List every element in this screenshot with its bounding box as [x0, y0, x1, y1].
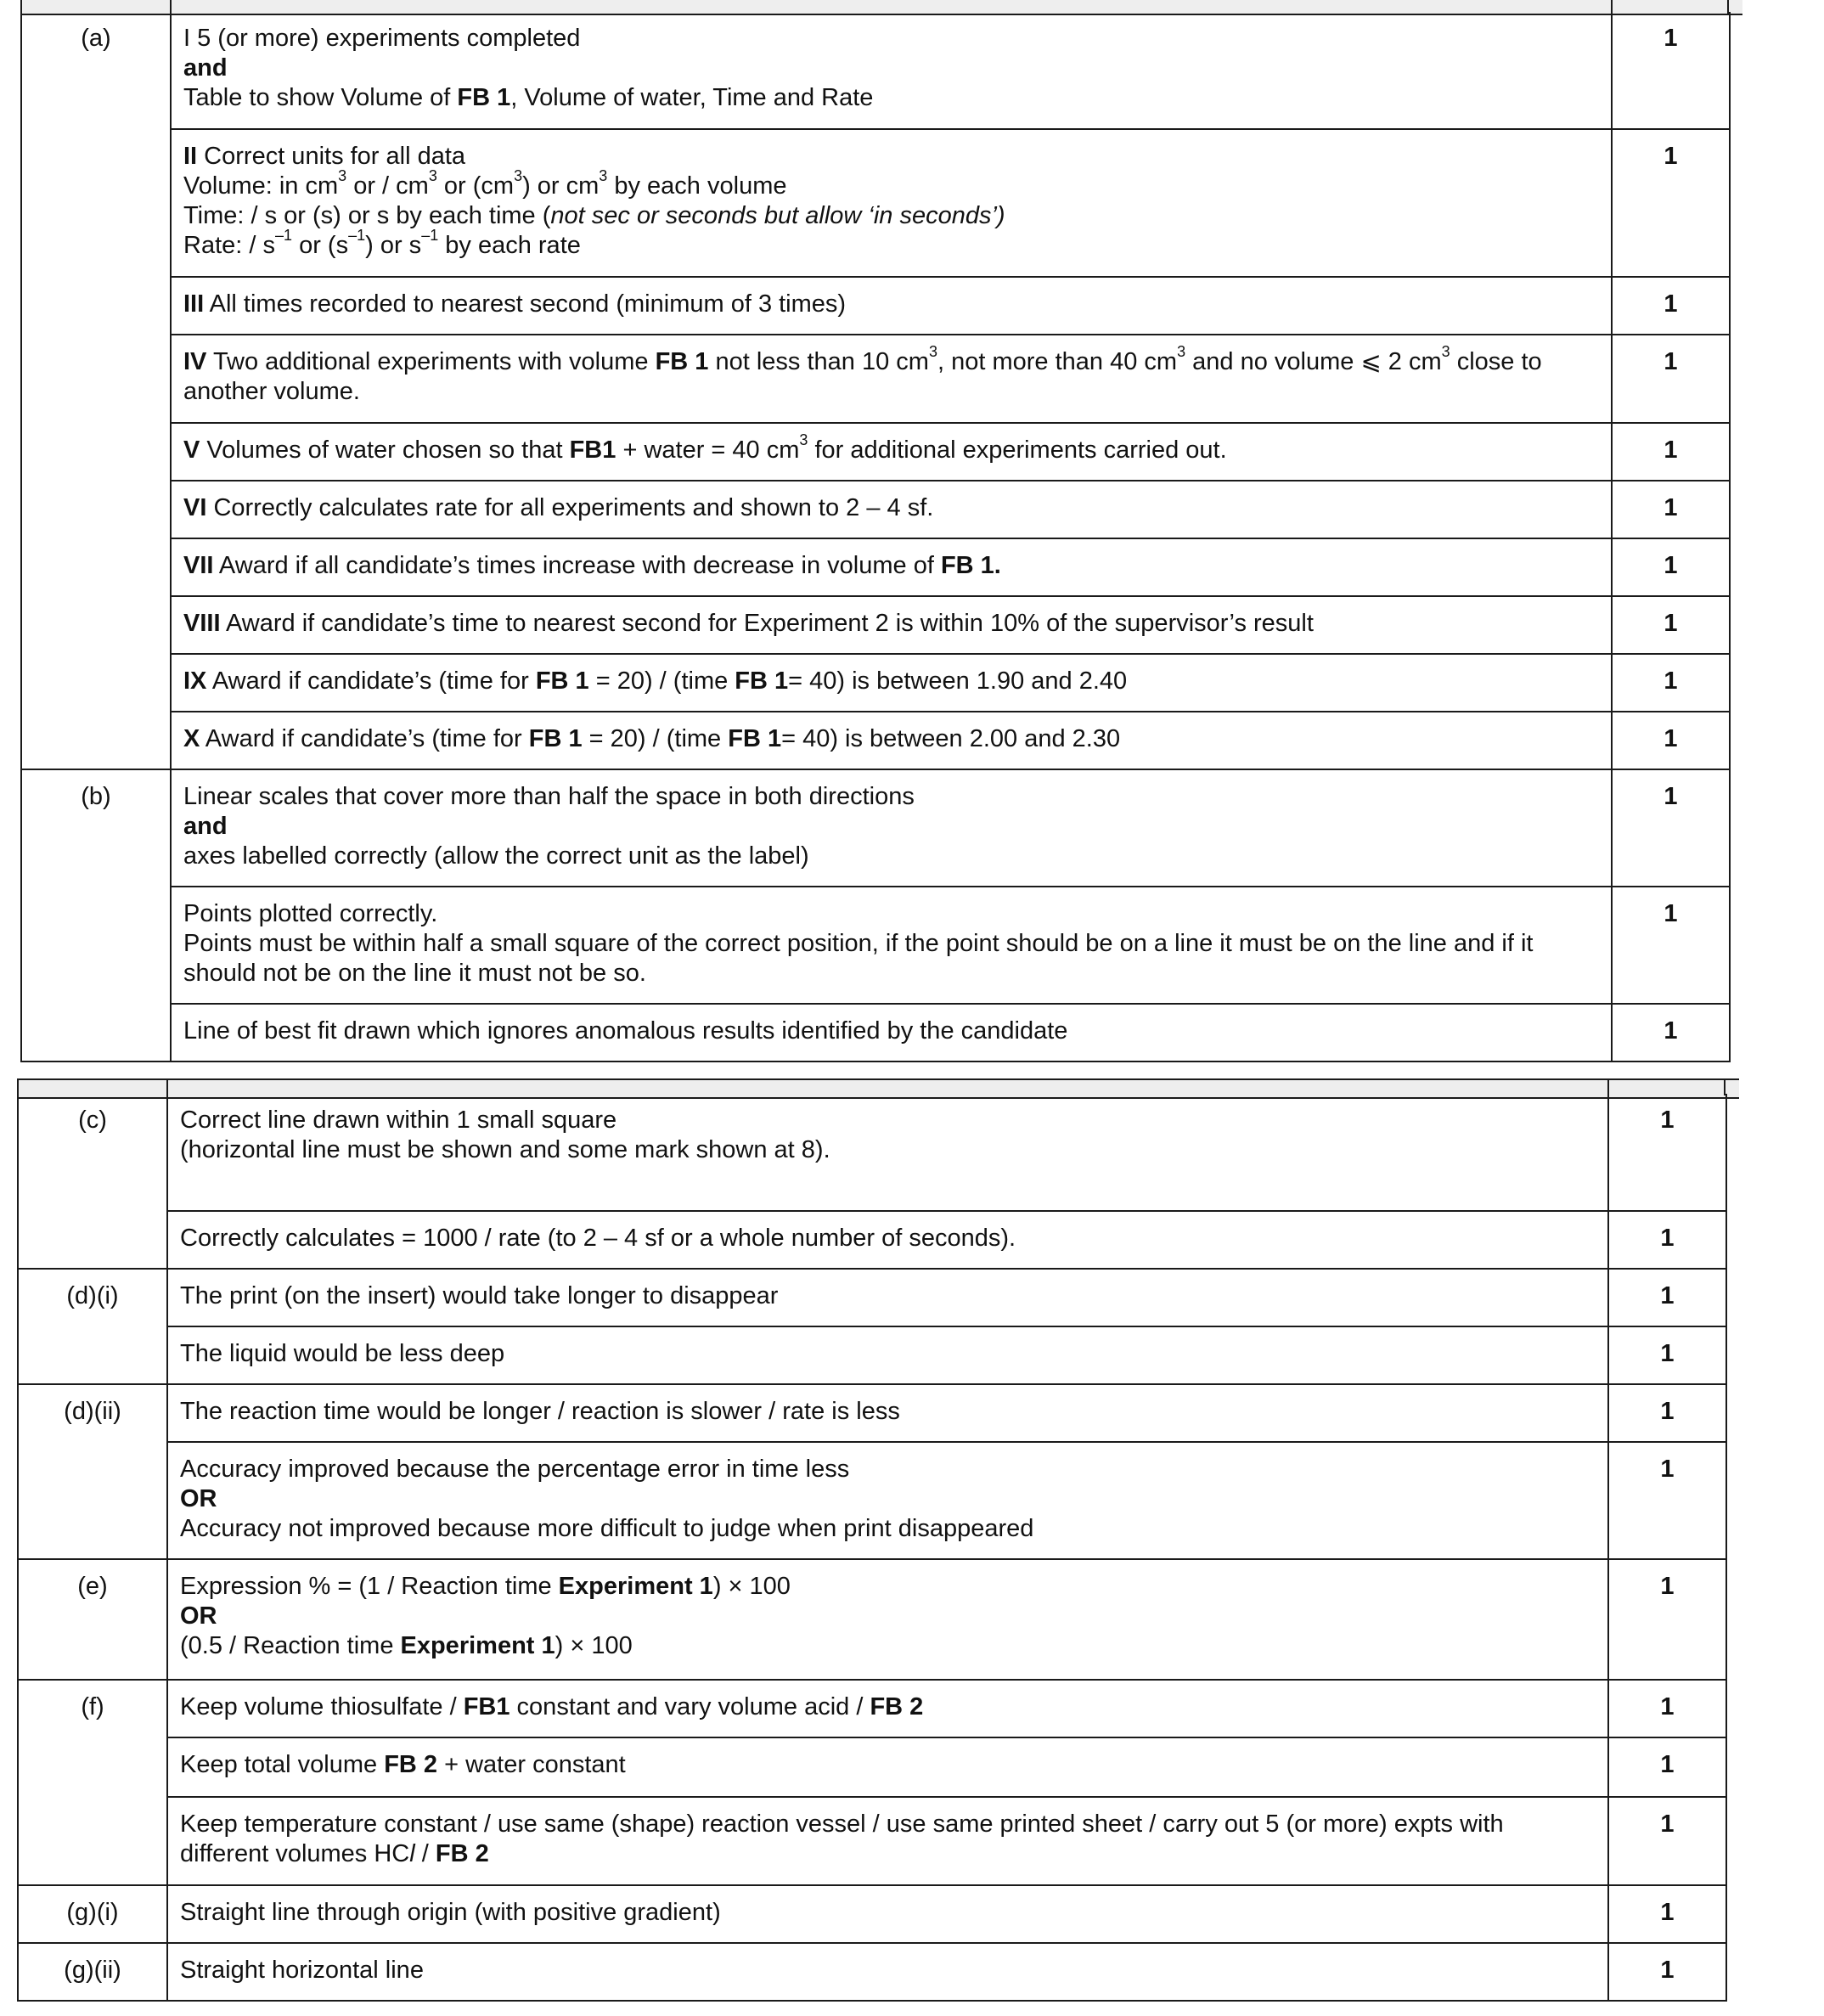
mark-row — [21, 12, 1730, 129]
marks-value: 1 — [1608, 1442, 1726, 1559]
question-number: (g)(i) — [18, 1885, 167, 1943]
marks-value: 1 — [1612, 335, 1730, 423]
mark-row — [21, 654, 1730, 712]
mark-row — [21, 538, 1730, 596]
marks-value: 1 — [1612, 654, 1730, 712]
mark-row — [18, 1559, 1726, 1680]
mark-row — [21, 129, 1730, 277]
marks-value: 1 — [1608, 1797, 1726, 1885]
answer-text: VIII Award if candidate’s time to nearest second for Experiment 2 is within 10% of the supervisor’s result — [171, 596, 1612, 654]
answer-text: The reaction time would be longer / reaction is slower / rate is less — [167, 1384, 1608, 1442]
marks-value: 1 — [1608, 1094, 1726, 1211]
mark-row — [18, 1326, 1726, 1384]
marks-value: 1 — [1608, 1737, 1726, 1797]
marks-value: 1 — [1608, 1559, 1726, 1680]
answer-text: Accuracy improved because the percentage error in time less OR Accuracy not improved because more difficult to judge when print disappeared — [167, 1442, 1608, 1559]
mark-scheme-table-1 — [20, 12, 1731, 1062]
marks-value: 1 — [1608, 1326, 1726, 1384]
marks-value: 1 — [1608, 1384, 1726, 1442]
question-number: (d)(ii) — [18, 1384, 167, 1559]
question-number: (b) — [21, 769, 171, 1061]
answer-text: The print (on the insert) would take longer to disappear — [167, 1269, 1608, 1326]
marks-value: 1 — [1612, 712, 1730, 769]
answer-text: Keep temperature constant / use same (shape) reaction vessel / use same printed sheet / carry out 5 (or more) expts with different volumes HCl / FB 2 — [167, 1797, 1608, 1885]
marks-value: 1 — [1612, 887, 1730, 1004]
question-number: (f) — [18, 1680, 167, 1885]
mark-row — [18, 1211, 1726, 1269]
marks-value: 1 — [1612, 423, 1730, 481]
answer-text: Straight horizontal line — [167, 1943, 1608, 2001]
mark-row — [21, 712, 1730, 769]
marks-value: 1 — [1608, 1269, 1726, 1326]
mark-row — [18, 1737, 1726, 1797]
answer-text: VI Correctly calculates rate for all experiments and shown to 2 – 4 sf. — [171, 481, 1612, 538]
mark-row — [18, 1943, 1726, 2001]
answer-text: V Volumes of water chosen so that FB1 + water = 40 $cm^3$ for additional experiments carried out. — [171, 423, 1612, 481]
marks-value: 1 — [1608, 1211, 1726, 1269]
mark-row — [21, 423, 1730, 481]
marks-value: 1 — [1612, 538, 1730, 596]
marks-value: 1 — [1612, 277, 1730, 335]
answer-text: II Correct units for all data Volume: in $cm^3$ or / $cm^3$ or $(cm^3)$ or $cm^3$ by each volume Time: / s or (s) or s by each time (not sec or seconds but allow ‘in seconds’) Rate: / $s^{-1}$ or $(s^{-1})$ or $s^{-1}$ by each rate — [171, 129, 1612, 277]
mark-row — [21, 277, 1730, 335]
mark-row — [21, 596, 1730, 654]
marks-value: 1 — [1612, 129, 1730, 277]
answer-text: Points plotted correctly. Points must be within half a small square of the correct position, if the point should be on a line it must be on the line and if it should not be on the line it must not be so. — [171, 887, 1612, 1004]
mark-row — [21, 887, 1730, 1004]
mark-row — [21, 335, 1730, 423]
answer-text: Keep total volume FB 2 + water constant — [167, 1737, 1608, 1797]
answer-text: X Award if candidate’s (time for FB 1 = 20) / (time FB 1= 40) is between 2.00 and 2.30 — [171, 712, 1612, 769]
question-number: (e) — [18, 1559, 167, 1680]
marks-value: 1 — [1608, 1885, 1726, 1943]
question-number: (d)(i) — [18, 1269, 167, 1384]
mark-row — [21, 769, 1730, 887]
mark-row — [18, 1269, 1726, 1326]
answer-text: IV Two additional experiments with volume FB 1 not less than 10 $cm^3$, not more than 40 $cm^3$ and no volume ⩽ 2 $cm^3$ close to another volume. — [171, 335, 1612, 423]
mark-row — [18, 1442, 1726, 1559]
mark-row — [18, 1094, 1726, 1211]
answer-text: Linear scales that cover more than half the space in both directions and axes labelled correctly (allow the correct unit as the label) — [171, 769, 1612, 887]
mark-row — [18, 1384, 1726, 1442]
answer-text: Correctly calculates = 1000 / rate (to 2 – 4 sf or a whole number of seconds). — [167, 1211, 1608, 1269]
answer-text: Line of best fit drawn which ignores anomalous results identified by the candidate — [171, 1004, 1612, 1061]
marks-value: 1 — [1612, 596, 1730, 654]
marks-value: 1 — [1612, 769, 1730, 887]
marks-value: 1 — [1608, 1943, 1726, 2001]
marks-value: 1 — [1608, 1680, 1726, 1737]
answer-text: Straight line through origin (with positive gradient) — [167, 1885, 1608, 1943]
mark-scheme-table-2 — [17, 1094, 1727, 2002]
answer-text: III All times recorded to nearest second (minimum of 3 times) — [171, 277, 1612, 335]
marks-value: 1 — [1612, 1004, 1730, 1061]
answer-text: Correct line drawn within 1 small square (horizontal line must be shown and some mark shown at 8). — [167, 1094, 1608, 1211]
mark-row — [21, 481, 1730, 538]
question-number: (g)(ii) — [18, 1943, 167, 2001]
mark-row — [18, 1680, 1726, 1737]
mark-row — [18, 1797, 1726, 1885]
answer-text: IX Award if candidate’s (time for FB 1 = 20) / (time FB 1= 40) is between 1.90 and 2.40 — [171, 654, 1612, 712]
marks-value: 1 — [1612, 12, 1730, 129]
answer-text: VII Award if all candidate’s times increase with decrease in volume of FB 1. — [171, 538, 1612, 596]
marks-value: 1 — [1612, 481, 1730, 538]
question-number: (a) — [21, 12, 171, 769]
answer-text: The liquid would be less deep — [167, 1326, 1608, 1384]
mark-row — [21, 1004, 1730, 1061]
question-number: (c) — [18, 1094, 167, 1269]
answer-text: Expression % = (1 / Reaction time Experiment 1) × 100 OR (0.5 / Reaction time Experiment 1) × 100 — [167, 1559, 1608, 1680]
answer-text: Keep volume thiosulfate / FB1 constant and vary volume acid / FB 2 — [167, 1680, 1608, 1737]
mark-row — [18, 1885, 1726, 1943]
answer-text: I 5 (or more) experiments completed and Table to show Volume of FB 1, Volume of water, Time and Rate — [171, 12, 1612, 129]
